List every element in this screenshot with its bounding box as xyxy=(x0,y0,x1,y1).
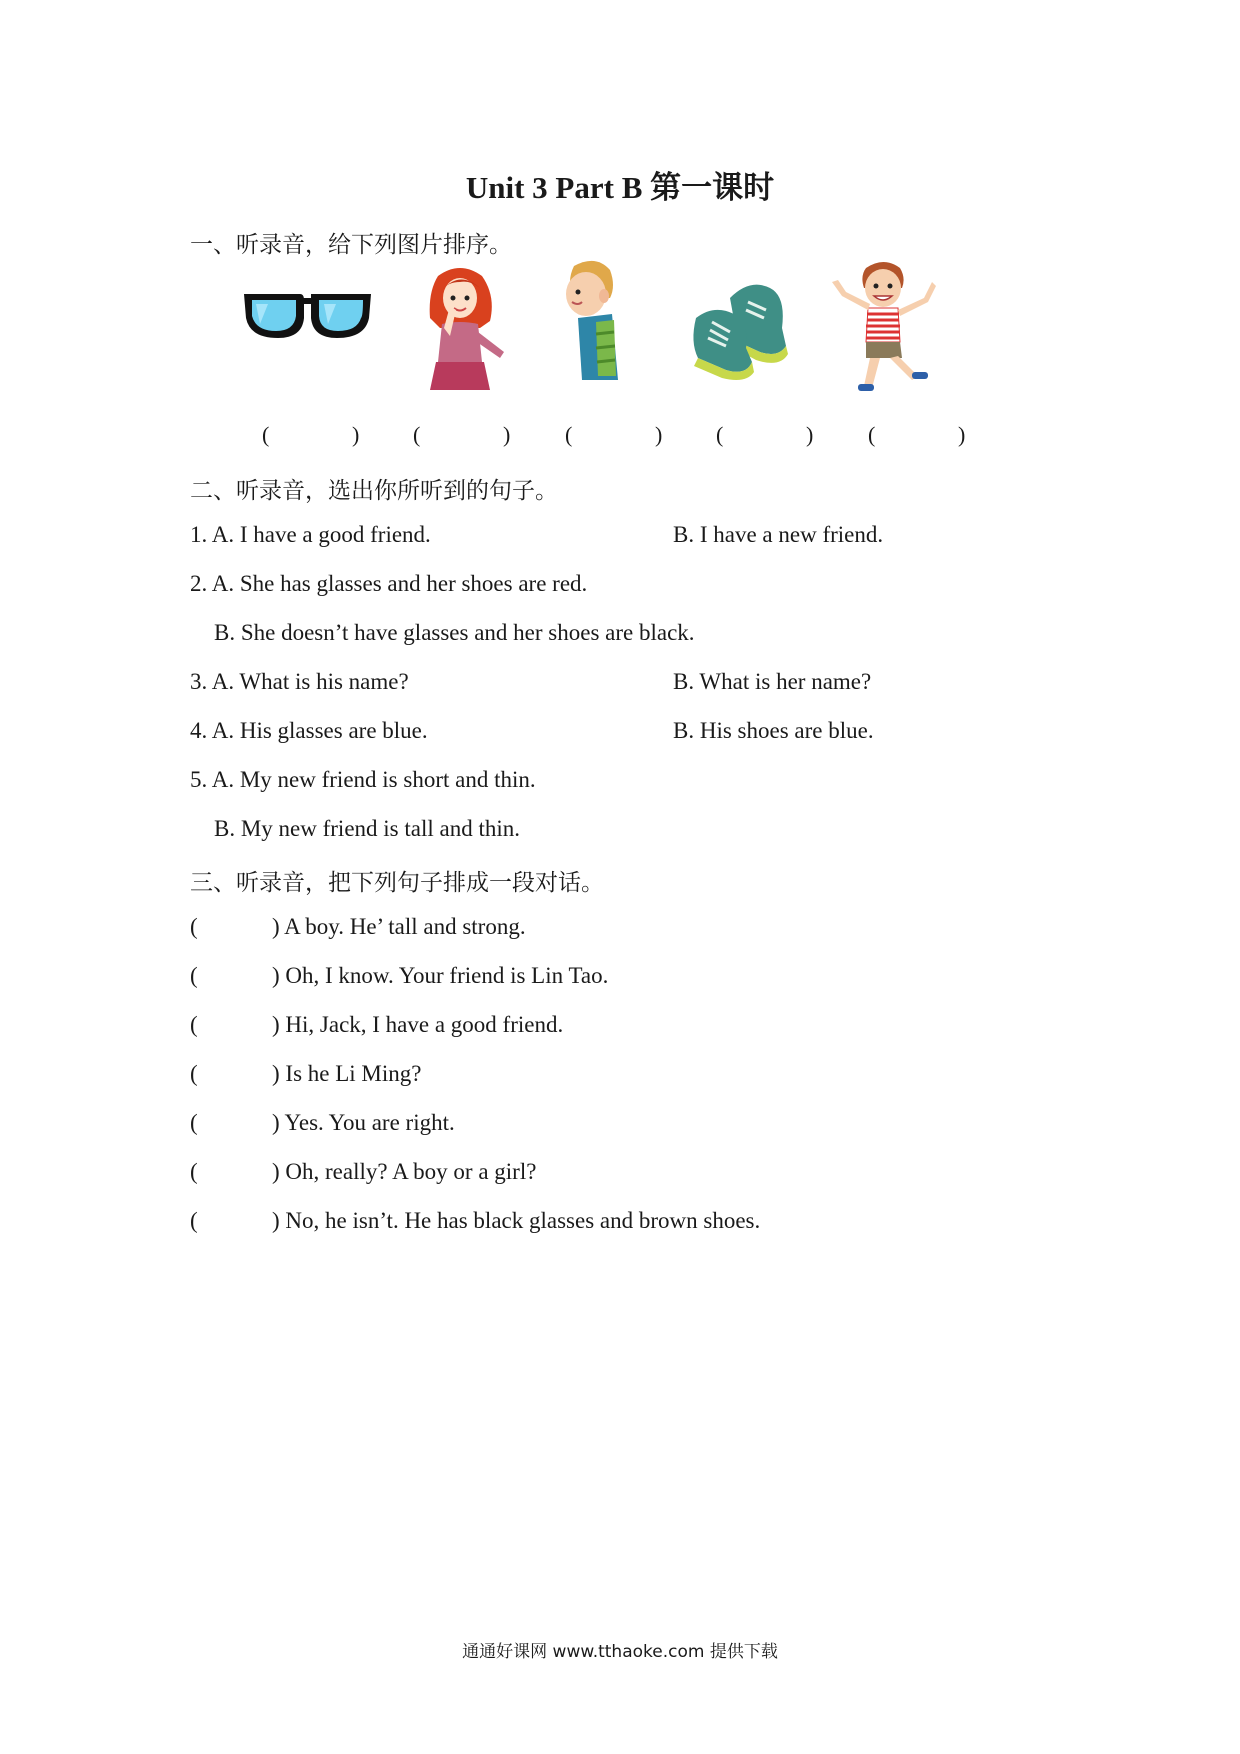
dialogue-open-4: ( xyxy=(190,1061,198,1086)
dialogue-item-2: ) Oh, I know. Your friend is Lin Tao. xyxy=(272,963,609,988)
q1-option-a: 1. A. I have a good friend. xyxy=(190,522,431,547)
dialogue-item-7: ) No, he isn’t. He has black glasses and brown shoes. xyxy=(272,1208,761,1233)
dialogue-open-5: ( xyxy=(190,1110,198,1135)
dialogue-item-3: ) Hi, Jack, I have a good friend. xyxy=(272,1012,564,1037)
bracket-open-2: ( xyxy=(413,422,421,447)
dialogue-open-1: ( xyxy=(190,914,198,939)
bracket-close-3: ) xyxy=(655,422,663,447)
q5-option-a: 5. A. My new friend is short and thin. xyxy=(190,767,536,792)
section1-heading: 一、听录音，给下列图片排序。 xyxy=(190,232,512,257)
q1-option-b: B. I have a new friend. xyxy=(673,522,884,547)
q4-option-b: B. His shoes are blue. xyxy=(673,718,874,743)
picture-row xyxy=(240,258,960,408)
q2-option-b: B. She doesn’t have glasses and her shoes are black. xyxy=(214,620,695,645)
dialogue-item-4: ) Is he Li Ming? xyxy=(272,1061,422,1086)
page-title: Unit 3 Part B 第一课时 xyxy=(465,170,775,205)
bracket-close-5: ) xyxy=(958,422,966,447)
dialogue-open-6: ( xyxy=(190,1159,198,1184)
bracket-close-2: ) xyxy=(503,422,511,447)
dialogue-item-5: ) Yes. You are right. xyxy=(272,1110,455,1135)
bracket-open-5: ( xyxy=(868,422,876,447)
dialogue-open-7: ( xyxy=(190,1208,198,1233)
q3-option-b: B. What is her name? xyxy=(673,669,872,694)
section2-heading: 二、听录音，选出你所听到的句子。 xyxy=(190,478,558,503)
bracket-open-1: ( xyxy=(262,422,270,447)
q4-option-a: 4. A. His glasses are blue. xyxy=(190,718,428,743)
boy-side-icon xyxy=(552,258,632,388)
shoes-icon xyxy=(690,278,790,388)
girl-icon xyxy=(420,266,510,396)
dialogue-open-3: ( xyxy=(190,1012,198,1037)
dialogue-item-6: ) Oh, really? A boy or a girl? xyxy=(272,1159,537,1184)
bracket-open-4: ( xyxy=(716,422,724,447)
footer-credit: 通通好课网 www.tthaoke.com 提供下载 xyxy=(462,1642,778,1662)
q3-option-a: 3. A. What is his name? xyxy=(190,669,409,694)
boy-jumping-icon xyxy=(828,258,938,393)
glasses-icon xyxy=(240,288,375,343)
bracket-open-3: ( xyxy=(565,422,573,447)
bracket-close-1: ) xyxy=(352,422,360,447)
dialogue-open-2: ( xyxy=(190,963,198,988)
dialogue-item-1: ) A boy. He’ tall and strong. xyxy=(272,914,526,939)
q2-option-a: 2. A. She has glasses and her shoes are red. xyxy=(190,571,588,596)
bracket-close-4: ) xyxy=(806,422,814,447)
q5-option-b: B. My new friend is tall and thin. xyxy=(214,816,520,841)
section3-heading: 三、听录音，把下列句子排成一段对话。 xyxy=(190,870,604,895)
